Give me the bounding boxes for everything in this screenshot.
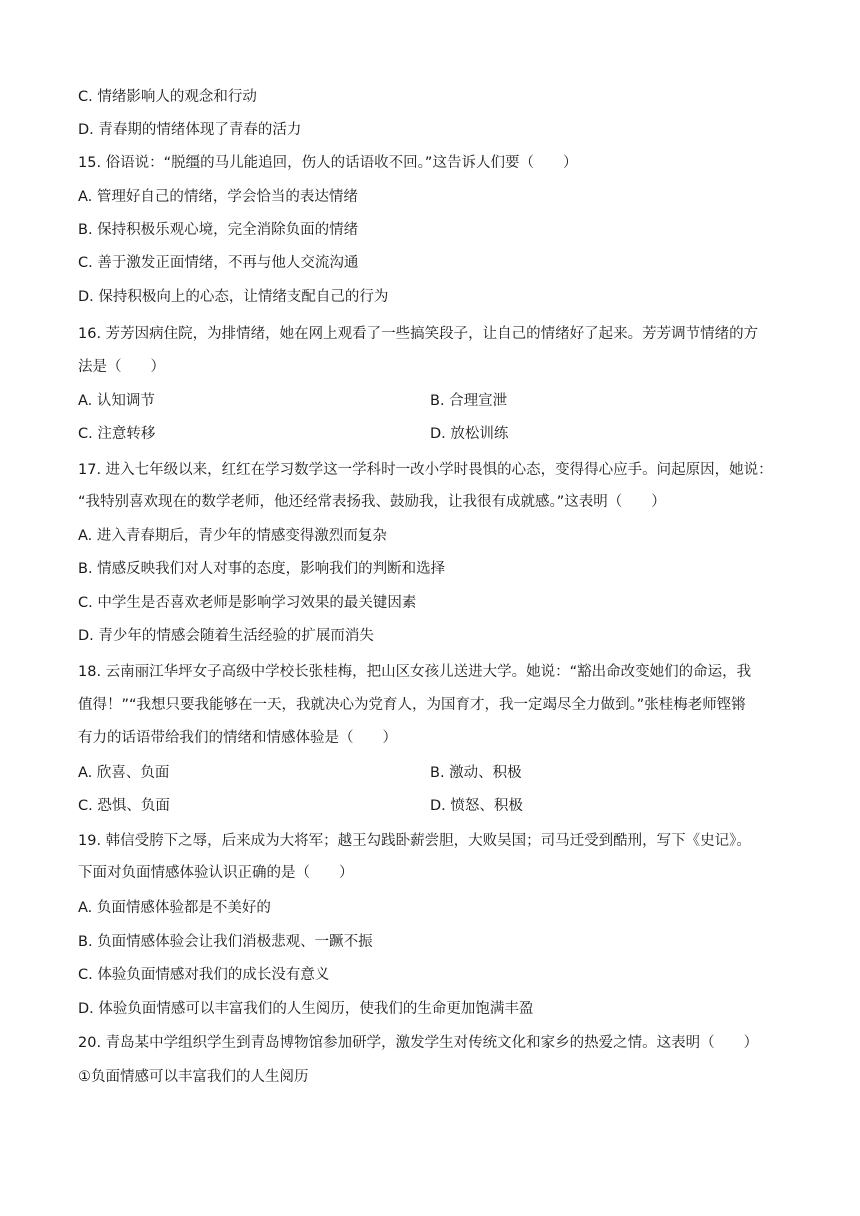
q19-option-c: C. 体验负面情感对我们的成长没有意义	[78, 967, 330, 983]
q16-option-b: B. 合理宣泄	[430, 393, 508, 409]
q17-option-c: C. 中学生是否喜欢老师是影响学习效果的最关键因素	[78, 595, 417, 611]
q16-option-c: C. 注意转移	[78, 426, 156, 442]
q18-option-b: B. 激动、积极	[430, 765, 522, 781]
q15-option-b: B. 保持积极乐观心境，完全消除负面的情绪	[78, 222, 359, 238]
q19-option-b: B. 负面情感体验会让我们消极悲观、一蹶不振	[78, 934, 373, 950]
q18-option-a: A. 欣喜、负面	[78, 765, 170, 781]
q18-option-d: D. 愤怒、积极	[430, 798, 523, 814]
q14-option-c: C. 情绪影响人的观念和行动	[78, 89, 257, 105]
q19-stem-line-2: 下面对负面情感体验认识正确的是（ ）	[78, 865, 354, 881]
q15-option-d: D. 保持积极向上的心态，让情绪支配自己的行为	[78, 289, 389, 305]
q16-stem-line-2: 法是（ ）	[78, 359, 165, 375]
q17-stem-line-1: 17. 进入七年级以来，红红在学习数学这一学科时一改小学时畏惧的心态，变得得心应手。问起原因，她说：	[78, 462, 773, 478]
q18-stem-line-1: 18. 云南丽江华坪女子高级中学校长张桂梅，把山区女孩儿送进大学。她说：“豁出命改变她们的命运，我	[78, 664, 752, 680]
q16-stem-line-1: 16. 芳芳因病住院，为排情绪，她在网上观看了一些搞笑段子，让自己的情绪好了起来。芳芳调节情绪的方	[78, 326, 759, 342]
q19-option-a: A. 负面情感体验都是不美好的	[78, 900, 271, 916]
q14-option-d: D. 青春期的情绪体现了青春的活力	[78, 122, 302, 138]
q20-stem: 20. 青岛某中学组织学生到青岛博物馆参加研学，激发学生对传统文化和家乡的热爱之情。这表明（ ）	[78, 1035, 759, 1051]
q15-stem: 15. 俗语说：“脱缰的马儿能追回，伤人的话语收不回。”这告诉人们要（ ）	[78, 155, 578, 171]
q15-option-c: C. 善于激发正面情绪，不再与他人交流沟通	[78, 255, 359, 271]
q16-option-d: D. 放松训练	[430, 426, 509, 442]
q17-option-d: D. 青少年的情感会随着生活经验的扩展而消失	[78, 628, 374, 644]
q17-stem-line-2: “我特别喜欢现在的数学老师，他还经常表扬我、鼓励我，让我很有成就感。”这表明（ ）	[78, 494, 666, 510]
q17-option-b: B. 情感反映我们对人对事的态度，影响我们的判断和选择	[78, 561, 446, 577]
q16-option-a: A. 认知调节	[78, 393, 155, 409]
q19-stem-line-1: 19. 韩信受胯下之辱，后来成为大将军；越王勾践卧薪尝胆，大败吴国；司马迁受到酷刑，写下《史记》。	[78, 833, 751, 849]
q15-option-a: A. 管理好自己的情绪，学会恰当的表达情绪	[78, 189, 358, 205]
q20-statement-1: ①负面情感可以丰富我们的人生阅历	[78, 1069, 309, 1085]
q18-option-c: C. 恐惧、负面	[78, 798, 170, 814]
q17-option-a: A. 进入青春期后，青少年的情感变得激烈而复杂	[78, 528, 387, 544]
q19-option-d: D. 体验负面情感可以丰富我们的人生阅历，使我们的生命更加饱满丰盈	[78, 1001, 534, 1017]
q18-stem-line-2: 值得！”“我想只要我能够在一天，我就决心为党育人，为国育才，我一定竭尽全力做到。”张桂梅老师铿锵	[78, 697, 746, 713]
q18-stem-line-3: 有力的话语带给我们的情绪和情感体验是（ ）	[78, 730, 397, 746]
